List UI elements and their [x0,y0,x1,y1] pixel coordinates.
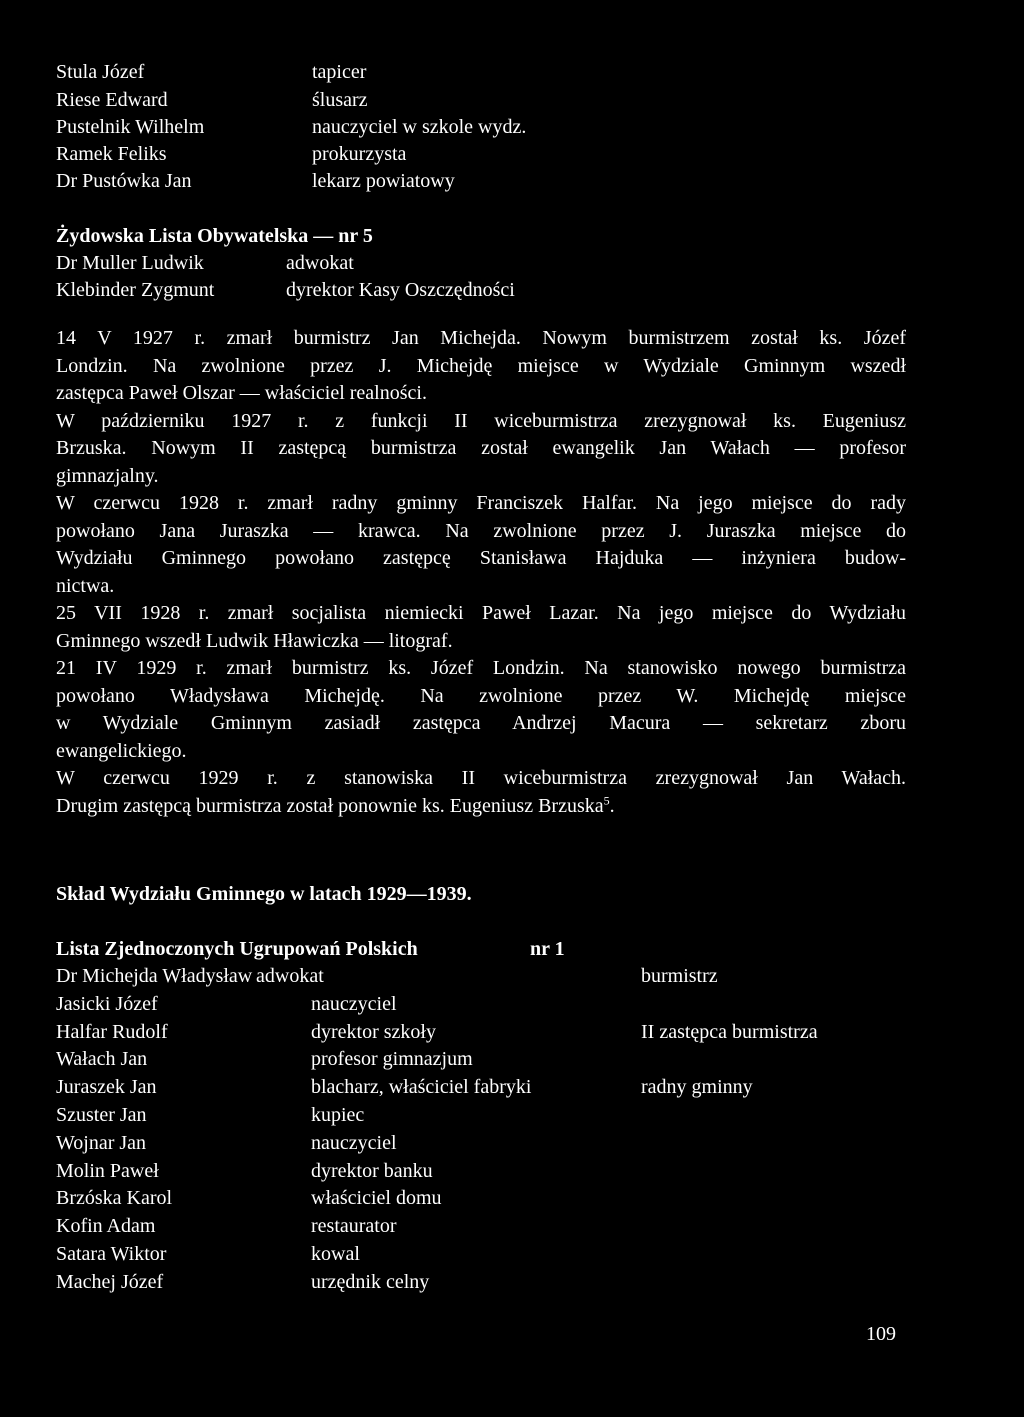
text-line: Drugim zastępcą burmistrza został ponownie ks. Eugeniusz Brzuska [56,794,604,817]
member-name: Kofin Adam [56,1215,156,1238]
member-name: Dr Michejda Władysław [56,965,253,987]
text-line: powołano Władysława Michejdę. Na zwolnione przez W. Michejdę miejsce [56,684,906,707]
footnote-tail: . [609,794,615,817]
text-line: ewangelickiego. [56,739,187,762]
member-function: burmistrz [641,965,718,987]
member-function: radny gminny [641,1076,753,1099]
text-line: W czerwcu 1929 r. z stanowiska II wiceburmistrza zrezygnował Jan Wałach. [56,767,906,789]
text-line: 21 IV 1929 r. zmarł burmistrz ks. Józef Londzin. Na stanowisko nowego burmistrza [56,657,906,679]
polish-list-title: Lista Zjednoczonych Ugrupowań Polskich [56,938,418,960]
member-name: Riese Edward [56,89,168,111]
text-line: 14 V 1927 r. zmarł burmistrz Jan Michejda. Nowym burmistrzem został ks. Józef [56,327,906,349]
page-number: 109 [866,1323,896,1345]
text-line: Gminnego wszedł Ludwik Hławiczka — litograf. [56,629,453,652]
text-line: w Wydziale Gminnym zasiadł zastępca Andrzej Macura — sekretarz zboru [56,712,906,734]
member-role: kupiec [311,1104,365,1126]
member-name: Klebinder Zygmunt [56,279,215,301]
member-role: adwokat [256,965,324,987]
member-name: Machej Józef [56,1270,164,1293]
member-role: nauczyciel w szkole wydz. [312,116,527,138]
footnote-mark: 5 [603,792,610,807]
member-name: Juraszek Jan [56,1076,157,1099]
member-role: blacharz, właściciel fabryki [311,1076,532,1099]
member-role: nauczyciel [311,1131,397,1154]
member-role: ślusarz [312,89,368,111]
member-name: Halfar Rudolf [56,1020,168,1043]
jewish-list-title: Żydowska Lista Obywatelska — nr 5 [56,225,373,247]
member-role: prokurzysta [312,143,407,165]
member-function: II zastępca burmistrza [641,1020,818,1043]
member-name: Szuster Jan [56,1104,147,1126]
member-role: restaurator [311,1215,397,1238]
member-role: lekarz powiatowy [312,170,455,192]
text-line: powołano Jana Juraszka — krawca. Na zwolnione przez J. Juraszka miejsce do [56,519,906,542]
section-heading: Skład Wydziału Gminnego w latach 1929—1939. [56,883,472,905]
text-line: Wydziału Gminnego powołano zastępcę Stanisława Hajduka — inżyniera budow- [56,547,906,569]
text-line: W czerwcu 1928 r. zmarł radny gminny Franciszek Halfar. Na jego miejsce do rady [56,492,906,514]
member-name: Pustelnik Wilhelm [56,116,205,138]
text-line: nictwa. [56,574,115,597]
text-line-with-footnote [56,793,906,821]
member-name: Dr Pustówka Jan [56,170,192,192]
member-role: dyrektor Kasy Oszczędności [286,279,515,301]
member-role: urzędnik celny [311,1270,430,1293]
member-name: Molin Paweł [56,1159,159,1182]
member-role: kowal [311,1243,360,1265]
text-line: 25 VII 1928 r. zmarł socjalista niemiecki Paweł Lazar. Na jego miejsce do Wydziału [56,602,906,624]
polish-list-number: nr 1 [530,938,565,960]
member-role: dyrektor banku [311,1159,433,1182]
member-name: Wojnar Jan [56,1131,147,1154]
text-line: gimnazjalny. [56,464,159,487]
member-role: właściciel domu [311,1187,442,1210]
member-role: profesor gimnazjum [311,1048,473,1071]
member-name: Ramek Feliks [56,143,167,165]
member-name: Dr Muller Ludwik [56,252,204,274]
member-role: dyrektor szkoły [311,1020,436,1043]
text-line: zastępca Paweł Olszar — właściciel realności. [56,382,427,404]
narrative-text [56,325,906,820]
member-role: tapicer [312,61,367,83]
member-name: Brzóska Karol [56,1187,173,1210]
member-role: nauczyciel [311,992,397,1015]
text-line: Brzuska. Nowym II zastępcą burmistrza został ewangelik Jan Wałach — profesor [56,437,906,459]
member-name: Satara Wiktor [56,1243,167,1265]
member-name: Jasicki Józef [56,992,158,1015]
member-name: Wałach Jan [56,1048,148,1071]
member-name: Stula Józef [56,61,145,83]
text-line: W październiku 1927 r. z funkcji II wiceburmistrza zrezygnował ks. Eugeniusz [56,409,906,432]
text-line: Londzin. Na zwolnione przez J. Michejdę miejsce w Wydziale Gminnym wszedł [56,354,906,377]
member-role: adwokat [286,252,354,274]
